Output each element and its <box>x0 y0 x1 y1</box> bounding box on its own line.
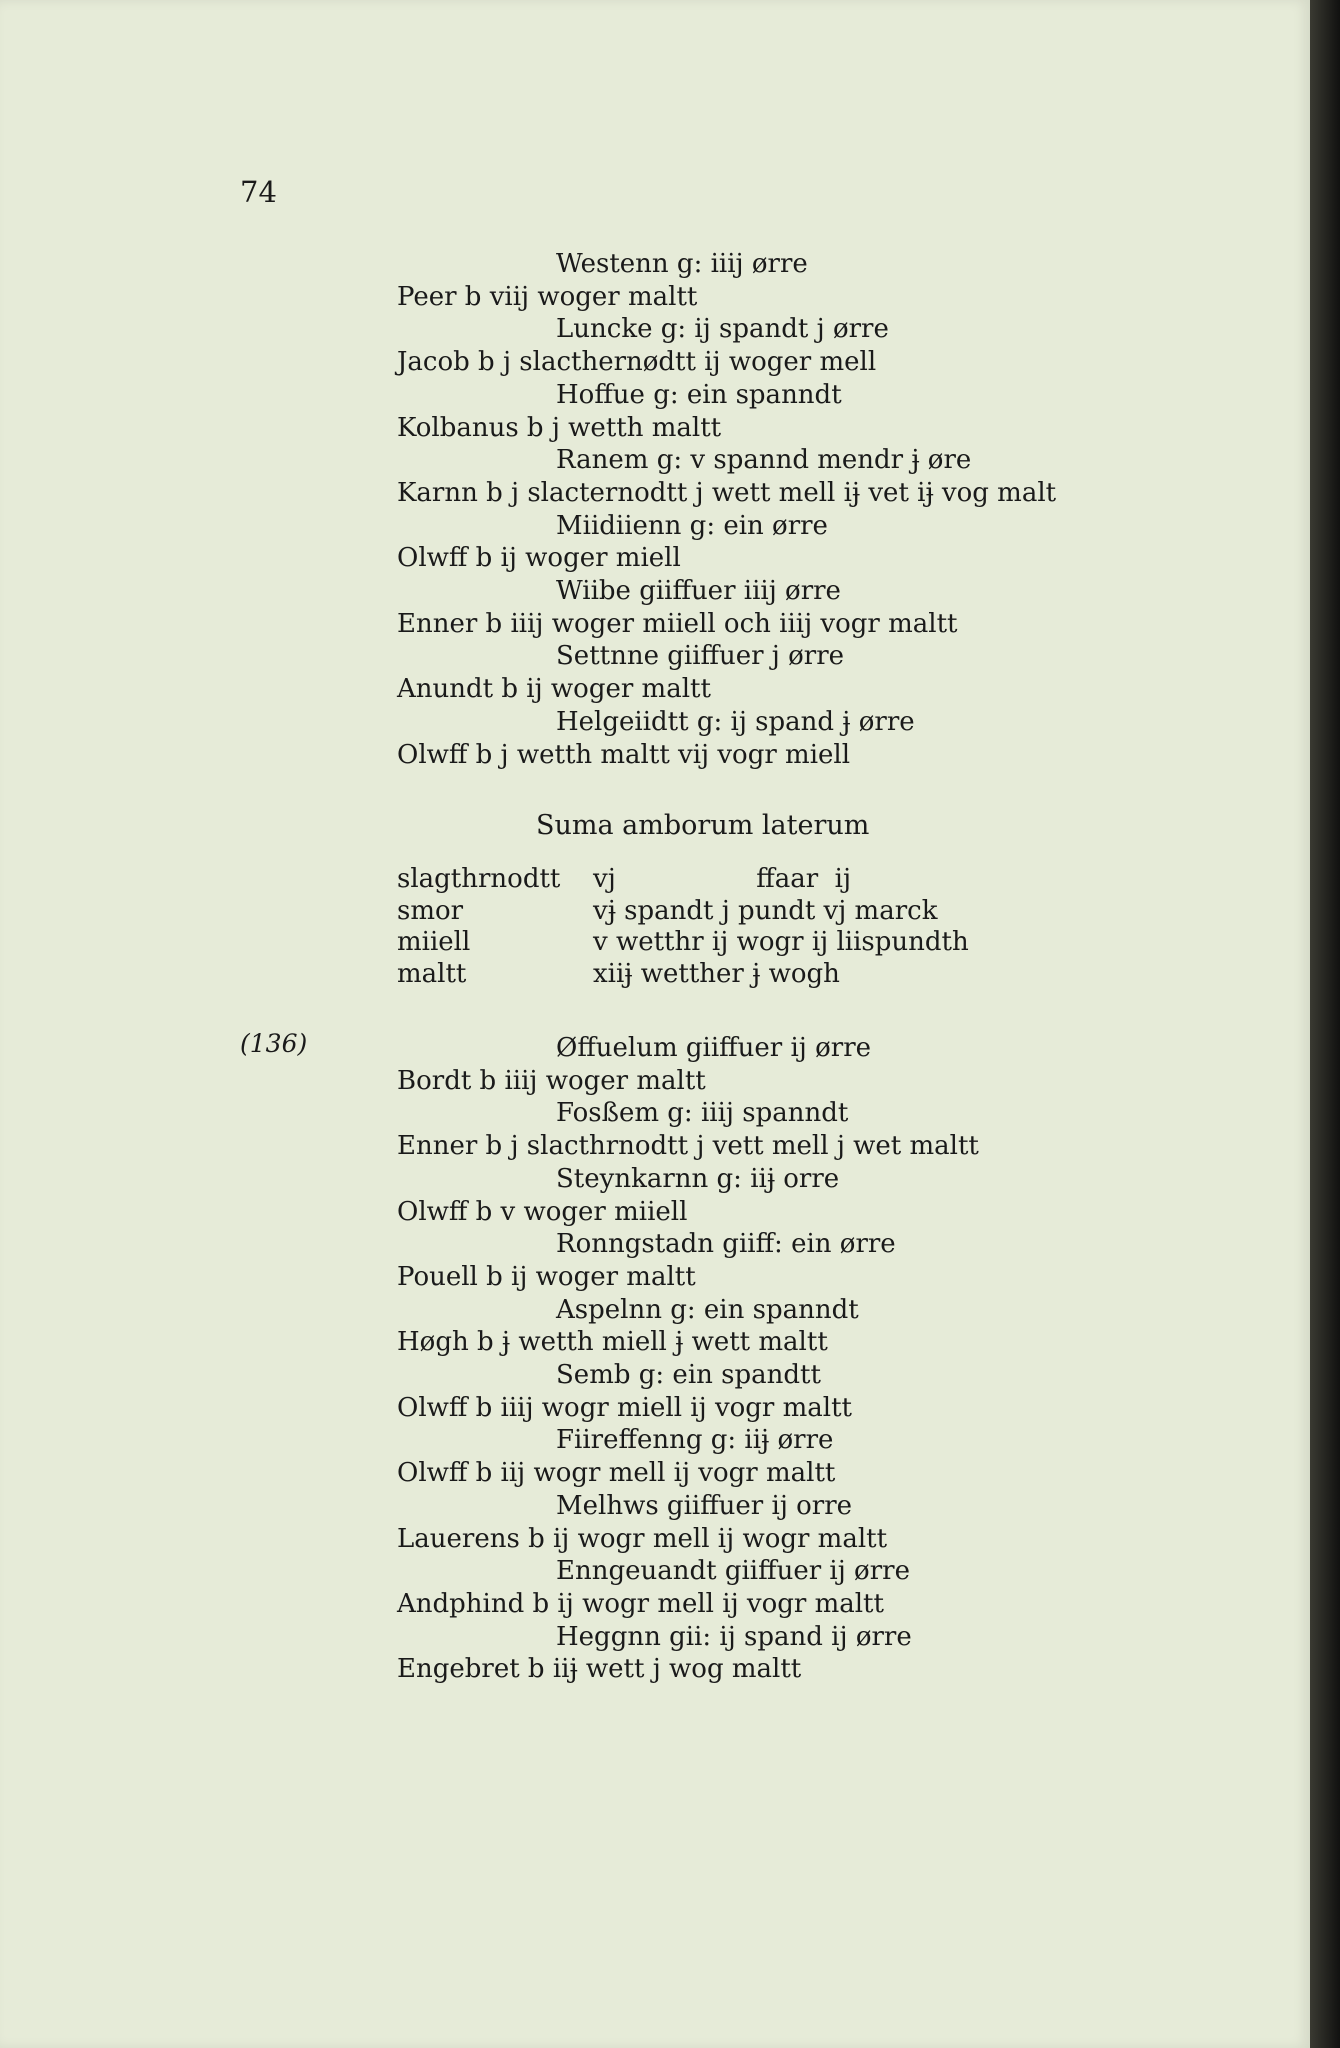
tenant-entry: Jacob b j slacthernødtt ij woger mell <box>397 347 877 378</box>
tenant-entry: Engebret b iiɉ wett j wog maltt <box>397 1654 802 1685</box>
farm-entry: Enngeuandt giiffuer ij ørre <box>556 1556 910 1587</box>
tenant-entry: Lauerens b ij wogr mell ij wogr maltt <box>397 1523 888 1554</box>
tenant-entry: Olwff b iij wogr mell ij vogr maltt <box>397 1458 836 1489</box>
farm-entry: Melhws giiffuer ij orre <box>556 1490 853 1521</box>
tenant-entry: Olwff b iiij wogr miell ij vogr maltt <box>397 1392 852 1423</box>
tenant-entry: Olwff b j wetth maltt vij vogr miell <box>397 739 851 770</box>
farm-entry: Hoffue g: ein spanndt <box>556 379 842 410</box>
farm-entry: Fosßem g: iiij spanndt <box>556 1098 849 1129</box>
tenant-entry: Pouell b ij woger maltt <box>397 1261 696 1292</box>
page-number: 74 <box>240 175 277 209</box>
farm-entry: Miidiienn g: ein ørre <box>556 510 828 541</box>
tenant-entry: Karnn b j slacternodtt j wett mell iɉ vet iɉ vog malt <box>397 477 1057 508</box>
summary-value: xiiɉ wetther ɉ wogh <box>593 958 840 989</box>
summary-label: slagthrnodtt <box>397 864 561 894</box>
farm-entry: Øffuelum giiffuer ij ørre <box>556 1033 872 1063</box>
summary-value: v wetthr ij wogr ij liispundth <box>593 927 969 957</box>
summary-label: miiell <box>397 927 471 957</box>
farm-entry: Fiireffenng g: iiɉ ørre <box>556 1425 834 1456</box>
tenant-entry: Enner b j slacthrnodtt j vett mell j wet maltt <box>397 1131 979 1162</box>
farm-entry: Settnne giiffuer j ørre <box>556 641 845 672</box>
tenant-entry: Høgh b ɉ wetth miell ɉ wett maltt <box>397 1327 828 1358</box>
summary-label: smor <box>397 895 464 926</box>
farm-entry: Wiibe giiffuer iiij ørre <box>556 576 841 606</box>
tenant-entry: Olwff b ij woger miell <box>397 543 681 574</box>
tenant-entry: Kolbanus b j wetth maltt <box>397 412 722 443</box>
summary-value: vj ffaar ij <box>593 864 852 894</box>
page-edge <box>1310 0 1340 2048</box>
summary-value: vɉ spandt j pundt vj marck <box>593 895 938 926</box>
tenant-entry: Andphind b ij wogr mell ij vogr maltt <box>397 1588 884 1619</box>
farm-entry: Heggnn gii: ij spand ij ørre <box>556 1621 912 1652</box>
tenant-entry: Anundt b ij woger maltt <box>397 674 711 705</box>
tenant-entry: Bordt b iiij woger maltt <box>397 1065 706 1096</box>
farm-entry: Ranem g: v spannd mendr ɉ øre <box>556 445 972 476</box>
summary-label: maltt <box>397 958 467 989</box>
farm-entry: Luncke g: ij spandt j ørre <box>556 314 889 345</box>
farm-entry: Semb g: ein spandtt <box>556 1360 821 1390</box>
tenant-entry: Enner b iiij woger miiell och iiij vogr maltt <box>397 608 958 639</box>
farm-entry: Helgeiidtt g: ij spand ɉ ørre <box>556 706 915 737</box>
farm-entry: Ronngstadn giiff: ein ørre <box>556 1229 896 1260</box>
farm-entry: Steynkarnn g: iiɉ orre <box>556 1163 840 1194</box>
farm-entry: Aspelnn g: ein spanndt <box>556 1294 859 1325</box>
farm-entry: Westenn g: iiij ørre <box>556 249 808 279</box>
summary-heading: Suma amborum laterum <box>536 810 870 841</box>
margin-page-reference: (136) <box>240 1029 308 1058</box>
tenant-entry: Peer b viij woger maltt <box>397 281 698 312</box>
tenant-entry: Olwff b v woger miiell <box>397 1196 688 1227</box>
